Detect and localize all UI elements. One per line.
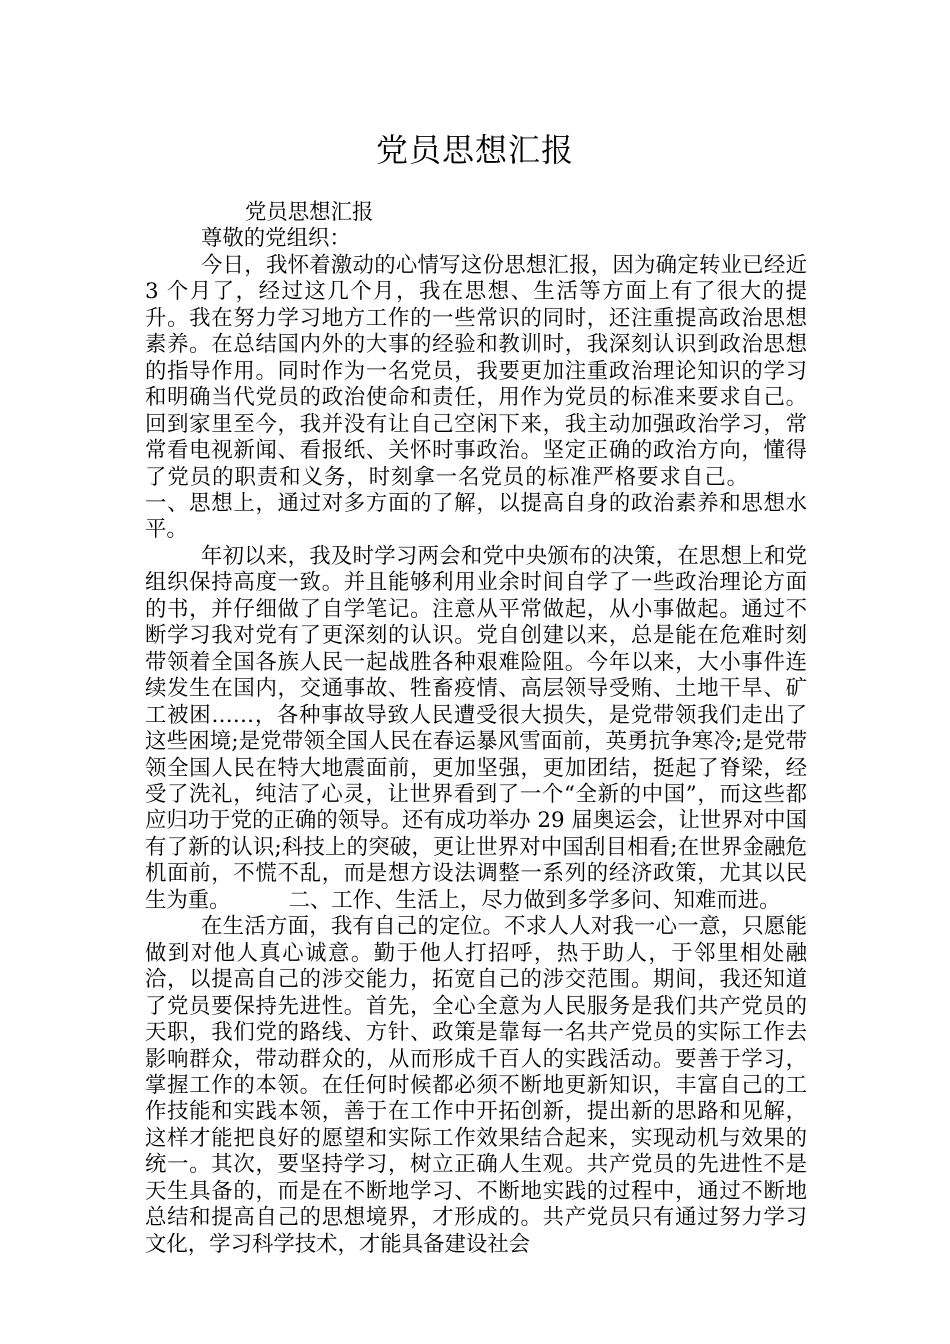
paragraph-3: [145, 914, 807, 1258]
paragraph-1: [145, 253, 807, 544]
paragraph-text: 今日，我怀着激动的心情写这份思想汇报，因为确定转业已经近 3 个月了，经过这几个月，我在思想、生活等方面上有了很大的提升。我在努力学习地方工作的一些常识的同时，还注重提高政治思想素养。在总结国内外的大事的经验和教训时，我深刻认识到政治思想的指导作用。同时作为一名党员，我要更加注重政治理论知识的学习和明确当代党员的政治使命和责任，用作为党员的标准来要求自己。回到家里至今，我并没有让自己空闲下来，我主动加强政治学习，常常看电视新闻、看报纸、关怀时事政治。坚定正确的政治方向，懂得了党员的职责和义务，时刻拿一名党员的标准严格要求自己。: [145, 252, 807, 490]
greeting-line: 尊敬的党组织：: [201, 226, 351, 252]
document-body: [145, 200, 807, 1258]
document-title: 党员思想汇报: [375, 131, 574, 169]
section-heading-1: 一、思想上，通过对多方面的了解，以提高自身的政治素养和思想水平。: [145, 490, 807, 543]
paragraph-text: 在生活方面，我有自己的定位。不求人人对我一心一意，只愿能做到对他人真心诚意。勤于他人打招呼，热于助人，于邻里相处融洽，以提高自己的涉交能力，拓宽自己的涉交范围。期间，我还知道了党员要保持先进性。首先，全心全意为人民服务是我们共产党员的天职，我们党的路线、方针、政策是靠每一名共产党员的实际工作去影响群众，带动群众的，从而形成千百人的实践活动。要善于学习，掌握工作的本领。在任何时候都必须不断地更新知识，丰富自己的工作技能和实践本领，善于在工作中开拓创新，提出新的思路和见解，这样才能把良好的愿望和实际工作效果结合起来，实现动机与效果的统一。其次，要坚持学习，树立正确人生观。共产党员的先进性不是天生具备的，而是在不断地学习、不断地实践的过程中，通过不断地总结和提高自己的思想境界，才形成的。共产党员只有通过努力学习文化，学习科学技术，才能具备建设社会: [145, 914, 807, 1257]
paragraph-text: 年初以来，我及时学习两会和党中央颁布的决策，在思想上和党组织保持高度一致。并且能够利用业余时间自学了一些政治理论方面的书，并仔细做了自学笔记。注意从平常做起，从小事做起。通过不断学习我对党有了更深刻的认识。党自创建以来，总是能在危难时刻带领着全国各族人民一起战胜各种艰难险阻。今年以来，大小事件连续发生在国内，交通事故、牲畜疫情、高层领导受贿、土地干旱、矿工被困……，各种事故导致人民遭受很大损失，是党带领我们走出了这些困境;是党带领全国人民在春运暴风雪面前，英勇抗争寒冷;是党带领全国人民在特大地震面前，更加坚强，更加团结，挺起了脊梁，经受了洗礼，纯洁了心灵，让世界看到了一个“全新的中国”，而这些都应归功于党的正确的领导。还有成功举办 29 届奥运会，让世界对中国有了新的认识;科技上的突破，更让世界对中国刮目相看;在世界金融危机面前，不慌不乱，而是想方设法调整一系列的经济政策，尤其以民生为重。: [145, 543, 807, 913]
document-subtitle: 党员思想汇报: [245, 200, 374, 225]
paragraph-2: [145, 544, 807, 914]
section-heading-2: 二、工作、生活上，尽力做到多学多问、知难而进。: [288, 887, 781, 913]
